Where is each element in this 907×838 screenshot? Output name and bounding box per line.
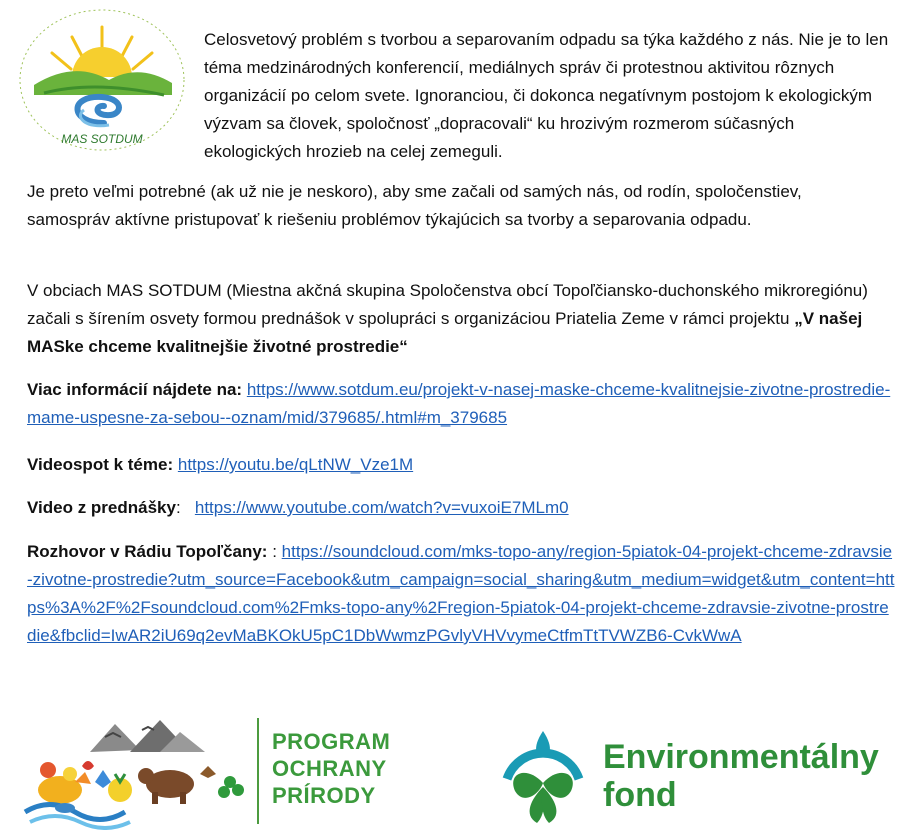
radio-line — [27, 538, 897, 650]
env-line-2: fond — [603, 776, 677, 814]
env-line-1: Environmentálny — [603, 738, 879, 776]
logo-top-text: MAS SOTDUM — [61, 132, 143, 146]
program-ochrany-prirody-logo — [20, 712, 260, 830]
logo-divider — [257, 718, 259, 824]
mas-sotdum-logo — [14, 5, 189, 155]
pop-line-3: PRÍRODY — [272, 783, 376, 808]
pop-line-2: OCHRANY — [272, 756, 387, 781]
more-info-link[interactable]: https://www.sotdum.eu/projekt-v-nasej-maske-chceme-kvalitnejsie-zivotne-prostredie-mame-uspesne-za-sebou--oznam/mid/379685/.html#m_379685 — [27, 380, 891, 427]
videospot-link[interactable]: https://youtu.be/qLtNW_Vze1M — [177, 455, 414, 474]
project-name: „V našej MASke chceme kvalitnejšie životné prostredie“ — [27, 309, 863, 356]
paragraph-project — [27, 277, 887, 361]
video-separator: : — [175, 498, 181, 517]
videospot-label: Videospot k téme: — [27, 455, 174, 474]
radio-link[interactable]: https://soundcloud.com/mks-topo-any/region-5piatok-04-projekt-chceme-zdravsie-zivotne-prostredie?utm_source=Facebook&utm_campaign=social_sharing&utm_medium=widget&utm_content=https%3A%2F%2Fsoundcloud.com%2Fmks-topo-any%2Fregion-5piatok-04-projekt-chceme-zdravsie-zivotne-prostredie&fbclid=IwAR2iU69q2evMaBKOkU5pC1DbWwmzPGvlyVHVvymeCtfmTtTVWZB6-CvkWwA — [27, 542, 895, 645]
environmentalny-fond-logo — [493, 723, 593, 829]
program-ochrany-prirody-text — [272, 728, 390, 809]
radio-label: Rozhovor v Rádiu Topoľčany: — [27, 542, 268, 561]
videospot-line — [27, 451, 897, 479]
environmentalny-fond-text — [603, 738, 879, 814]
paragraph-project-text: V obciach MAS SOTDUM (Miestna akčná skupina Spoločenstva obcí Topoľčiansko-duchonského mikroregiónu) začali s šírením osvety formou prednášok v spolupráci s organizáciou Priatelia Zeme v rámci projektu — [27, 281, 868, 328]
more-info-line — [27, 376, 897, 432]
radio-separator: : — [272, 542, 277, 561]
video-label: Video z prednášky — [27, 498, 176, 517]
more-info-label: Viac informácií nájdete na: — [27, 380, 243, 399]
pop-line-1: PROGRAM — [272, 729, 391, 754]
paragraph-separation: Je preto veľmi potrebné (ak už nie je neskoro), aby sme začali od samých nás, od rodín, spoločenstiev, samospráv aktívne pristupovať k riešeniu problémov týkajúcich sa tvorby a separovania odpadu. — [27, 182, 802, 229]
video-link[interactable]: https://www.youtube.com/watch?v=vuxoiE7MLm0 — [194, 498, 569, 517]
video-line — [27, 494, 897, 522]
intro-paragraph: Celosvetový problém s tvorbou a separovaním odpadu sa týka každého z nás. Nie je to len téma medzinárodných konferencií, mediálnych správ či protestnou aktivitou rôznych organizácií po celom svete. Ignoranciou, či dokonca negatívnym postojom k ekologickým výzvam sa človek, spoločnosť „dopracovali“ ku hrozivým rozmerom súčasných ekologických hrozieb na celej zemeguli. — [204, 30, 889, 161]
